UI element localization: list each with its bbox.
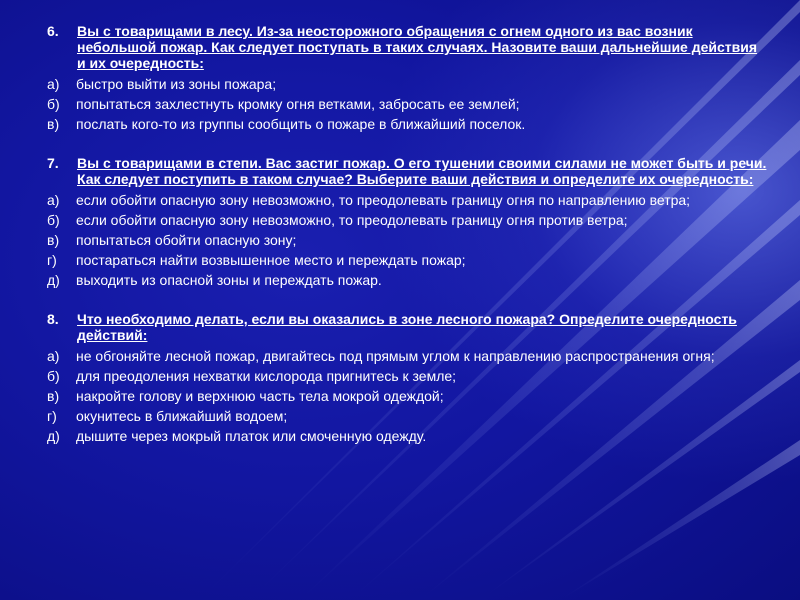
question-7-number: 7. (47, 155, 59, 171)
answer-text: попытаться обойти опасную зону; (76, 232, 297, 248)
answer-item (47, 272, 767, 289)
answer-label: а) (47, 348, 60, 364)
answer-item (47, 348, 767, 365)
answer-text: для преодоления нехватки кислорода пригнитесь к земле; (76, 368, 457, 384)
answer-text: попытаться захлестнуть кромку огня ветками, забросать ее землей; (76, 96, 520, 112)
answer-label: в) (47, 116, 60, 132)
question-6-number: 6. (47, 23, 59, 39)
answer-text: быстро выйти из зоны пожара; (76, 76, 277, 92)
answer-label: а) (47, 192, 60, 208)
answer-item (47, 76, 767, 93)
question-8 (47, 311, 767, 445)
question-6-text (47, 23, 767, 71)
answer-label: г) (47, 252, 57, 268)
answer-label: б) (47, 368, 60, 384)
question-6-body: Вы с товарищами в лесу. Из-за неосторожного обращения с огнем одного из вас возник небольшой пожар. Как следует поступать в таких случаях. Назовите ваши дальнейшие действия и их очередность: (77, 23, 758, 71)
question-7 (47, 155, 767, 289)
question-7-body: Вы с товарищами в степи. Вас застиг пожар. О его тушении своими силами не может быть и речи. Как следует поступить в таком случае? Выберите ваши действия и определите их очередность: (77, 155, 767, 187)
answer-item (47, 408, 767, 425)
answer-text: не обгоняйте лесной пожар, двигайтесь под прямым углом к направлению распространения огня; (76, 348, 715, 364)
question-6 (47, 23, 767, 133)
answer-text: если обойти опасную зону невозможно, то преодолевать границу огня по направлению ветра; (76, 192, 691, 208)
answer-text: дышите через мокрый платок или смоченную одежду. (76, 428, 427, 444)
answer-text: если обойти опасную зону невозможно, то преодолевать границу огня против ветра; (76, 212, 628, 228)
answer-text: постараться найти возвышенное место и переждать пожар; (76, 252, 466, 268)
answer-label: д) (47, 272, 60, 288)
answer-item (47, 96, 767, 113)
answer-item (47, 368, 767, 385)
answer-text: выходить из опасной зоны и переждать пожар. (76, 272, 382, 288)
answer-text: накройте голову и верхнюю часть тела мокрой одеждой; (76, 388, 444, 404)
answer-label: в) (47, 232, 60, 248)
answer-label: а) (47, 76, 60, 92)
question-8-body: Что необходимо делать, если вы оказались в зоне лесного пожара? Определите очередность действий: (77, 311, 737, 343)
answer-item (47, 116, 767, 133)
answer-item (47, 192, 767, 209)
question-7-text (47, 155, 767, 187)
questions-content (47, 23, 767, 467)
answer-label: б) (47, 96, 60, 112)
answer-text: послать кого-то из группы сообщить о пожаре в ближайший поселок. (76, 116, 526, 132)
answer-label: б) (47, 212, 60, 228)
answer-label: в) (47, 388, 60, 404)
answer-item (47, 388, 767, 405)
answer-item (47, 232, 767, 249)
question-8-number: 8. (47, 311, 59, 327)
answer-item (47, 428, 767, 445)
question-8-text (47, 311, 767, 343)
answer-text: окунитесь в ближайший водоем; (76, 408, 288, 424)
answer-item (47, 252, 767, 269)
answer-label: г) (47, 408, 57, 424)
answer-item (47, 212, 767, 229)
answer-label: д) (47, 428, 60, 444)
